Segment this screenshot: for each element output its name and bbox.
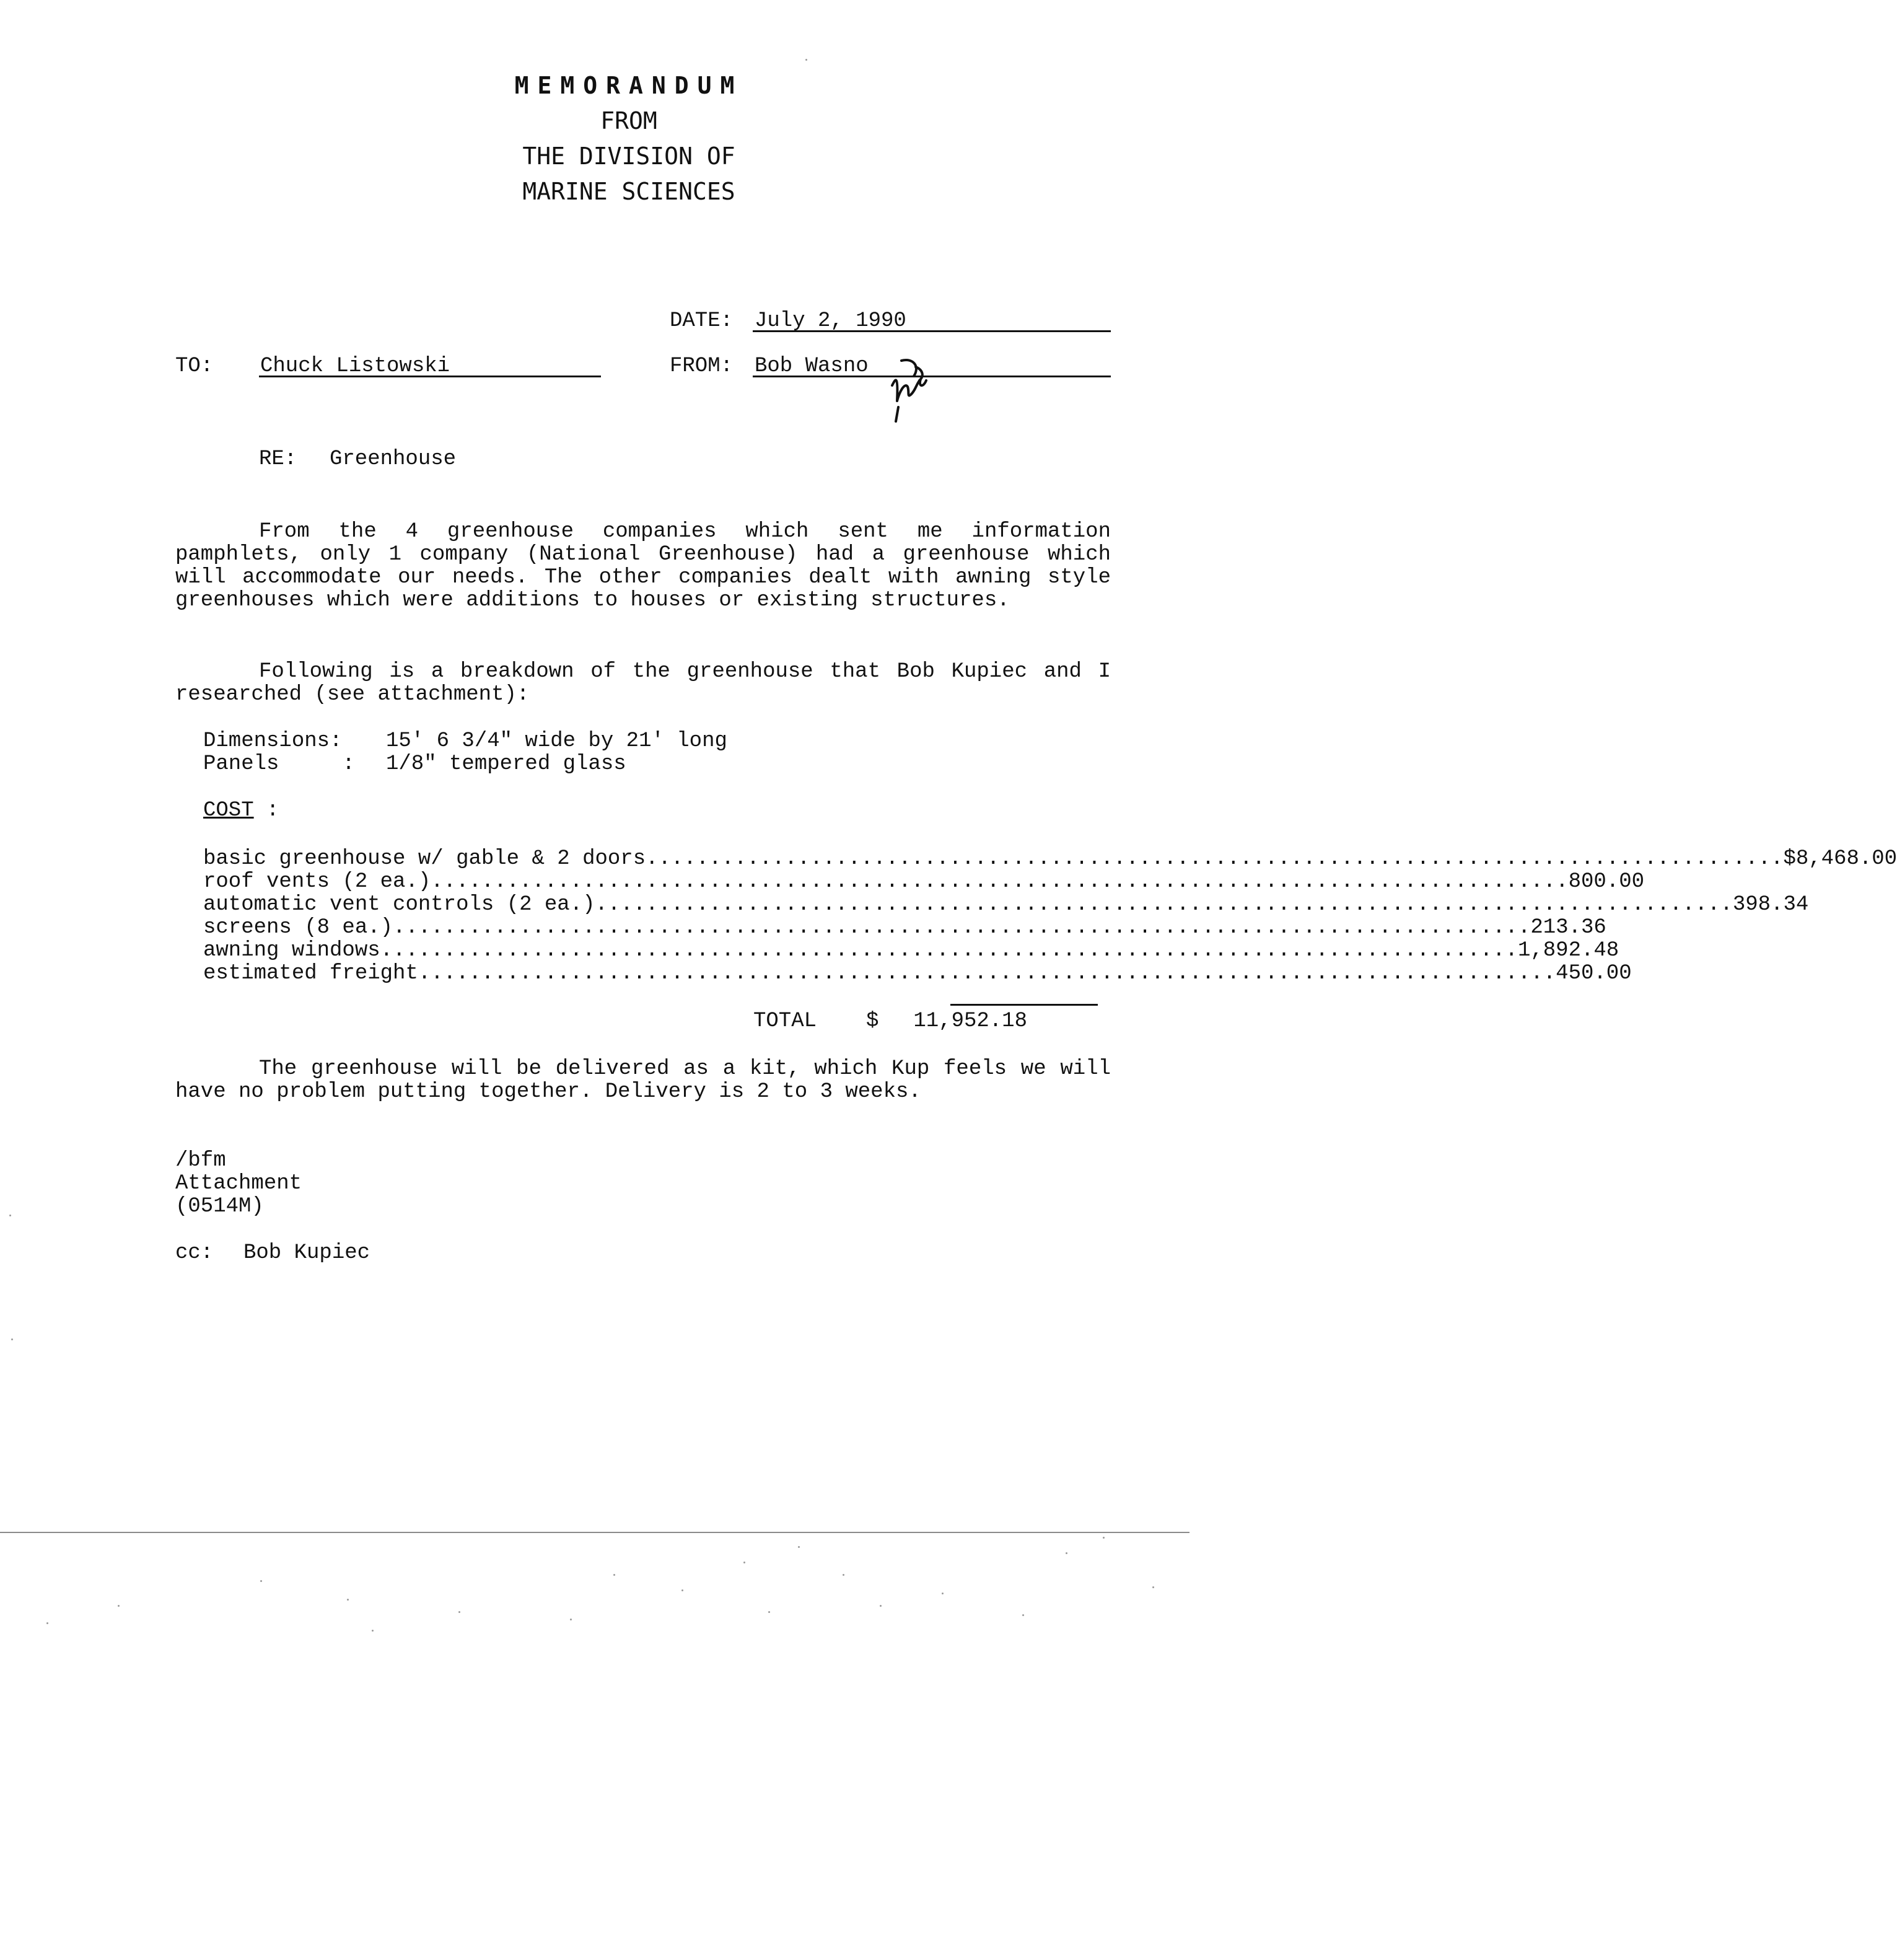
total-amount: 11,952.18 — [913, 1009, 1027, 1033]
attachment-note: Attachment — [175, 1172, 302, 1195]
cost-item-amount: 450.00 — [1556, 962, 1632, 985]
cost-item-description: automatic vent controls (2 ea.) — [203, 893, 595, 916]
re-label: RE: — [259, 447, 297, 471]
panels-label: Panels : — [203, 752, 355, 776]
body-paragraph-2-text: Following is a breakdown of the greenhouse that Bob Kupiec and I researched (see attachment): — [175, 660, 1111, 706]
cost-line-item — [203, 916, 1606, 939]
leader-dots: .......................................................................................... — [393, 916, 1531, 939]
leader-dots: .......................................................................................... — [646, 847, 1784, 871]
body-paragraph-1 — [175, 521, 1111, 612]
total-rule — [950, 1004, 1098, 1006]
leader-dots: .......................................................................................... — [380, 939, 1518, 962]
body-paragraph-2 — [175, 661, 1111, 706]
cost-heading-colon: : — [266, 799, 279, 822]
date-label: DATE: — [670, 309, 734, 333]
typist-initials: /bfm — [175, 1149, 226, 1172]
to-value: Chuck Listowski — [260, 354, 450, 378]
memo-from-line: FROM — [600, 107, 657, 134]
from-value: Bob Wasno — [755, 354, 869, 378]
date-value: July 2, 1990 — [755, 309, 906, 333]
body-paragraph-3-text: The greenhouse will be delivered as a kit, which Kup feels we will have no problem putting together. Delivery is 2 to 3 weeks. — [175, 1057, 1111, 1104]
cost-line-item — [203, 870, 1644, 894]
panels-value: 1/8" tempered glass — [386, 752, 626, 776]
body-paragraph-1-text: From the 4 greenhouse companies which sent me information pamphlets, only 1 company (National Greenhouse) had a greenhouse which will accommodate our needs. The other companies dealt with awning style greenhouses which were additions to houses or existing structures. — [175, 520, 1111, 612]
cc-label: cc: — [175, 1241, 214, 1265]
from-label: FROM: — [670, 354, 734, 378]
to-label: TO: — [175, 354, 214, 378]
memo-header — [0, 68, 1189, 209]
to-underline — [259, 376, 601, 377]
cost-item-description: basic greenhouse w/ gable & 2 doors — [203, 847, 646, 871]
document-code: (0514M) — [175, 1195, 264, 1218]
body-paragraph-3 — [175, 1058, 1111, 1104]
cost-line-item — [203, 893, 1809, 916]
total-label: TOTAL — [753, 1009, 817, 1033]
cost-item-description: roof vents (2 ea.) — [203, 870, 431, 894]
leader-dots: .......................................................................................... — [595, 893, 1733, 916]
handwritten-initials-signature — [880, 348, 935, 429]
cost-line-item — [203, 962, 1632, 985]
leader-dots: .......................................................................................... — [418, 962, 1556, 985]
cc-value: Bob Kupiec — [243, 1241, 370, 1265]
cost-item-amount: 8,468.00 — [1795, 847, 1897, 871]
cost-item-amount: 398.34 — [1732, 893, 1809, 916]
cost-line-item — [203, 847, 1897, 871]
cost-item-amount: 800.00 — [1568, 870, 1644, 894]
dimensions-label: Dimensions: — [203, 729, 343, 753]
cost-item-amount: 213.36 — [1530, 916, 1606, 939]
memo-division-line: THE DIVISION OF — [522, 143, 735, 170]
cost-item-currency: $ — [1783, 847, 1796, 871]
memo-title: MEMORANDUM — [514, 72, 743, 99]
date-underline — [753, 330, 1111, 332]
total-currency: $ — [866, 1009, 879, 1033]
cost-heading: COST — [203, 799, 254, 822]
cost-item-amount: 1,892.48 — [1517, 939, 1619, 962]
cost-item-description: estimated freight — [203, 962, 418, 985]
memo-department-line: MARINE SCIENCES — [522, 178, 735, 205]
leader-dots: .......................................................................................... — [431, 870, 1569, 894]
cost-line-item — [203, 939, 1619, 962]
scan-fold-line — [0, 1532, 1189, 1533]
dimensions-value: 15' 6 3/4" wide by 21' long — [386, 729, 727, 753]
cost-item-description: screens (8 ea.) — [203, 916, 393, 939]
cost-item-description: awning windows — [203, 939, 380, 962]
re-value: Greenhouse — [330, 447, 457, 471]
